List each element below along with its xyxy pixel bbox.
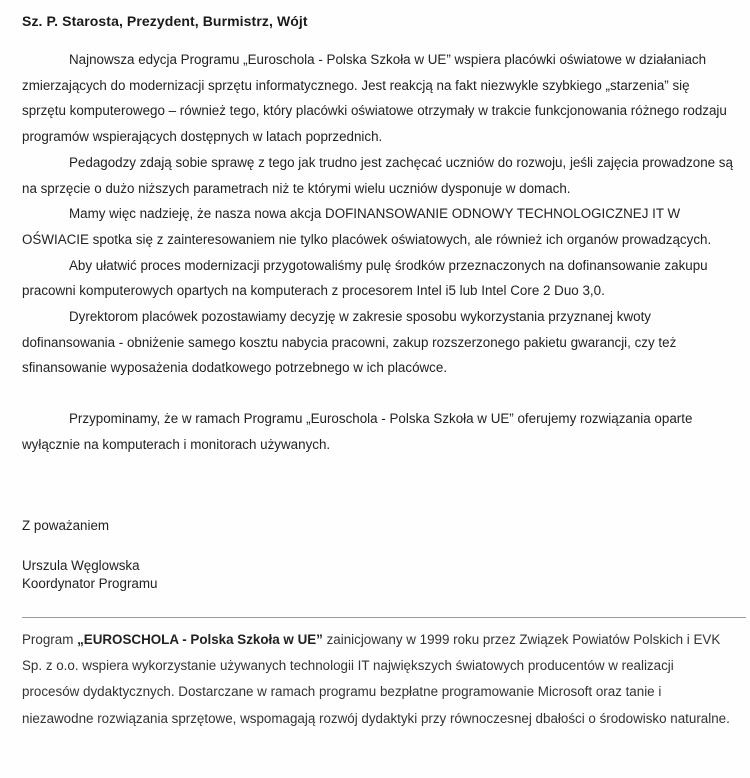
- salutation: Sz. P. Starosta, Prezydent, Burmistrz, Wójt: [22, 13, 308, 29]
- footer-note: [22, 627, 734, 732]
- footer-prefix: Program: [22, 632, 78, 647]
- closing: Z poważaniem: [22, 518, 110, 533]
- paragraph-funding-action: Mamy więc nadzieję, że nasza nowa akcja DOFINANSOWANIE ODNOWY TECHNOLOGICZNEJ IT W OŚWIACIE spotka się z zainteresowaniem nie tylko placówek oświatowych, ale również ich organów prowadzących.: [22, 206, 712, 247]
- paragraph-reminder: Przypominamy, że w ramach Programu „Euroschola - Polska Szkoła w UE” oferujemy rozwiązania oparte wyłącznie na komputerach i monitorach używanych.: [22, 411, 693, 452]
- footer-paragraph: [22, 627, 734, 732]
- paragraph-teachers: Pedagodzy zdają sobie sprawę z tego jak trudno jest zachęcać uczniów do rozwoju, jeśli zajęcia prowadzone są na sprzęcie o dużo niższych parametrach niż te którymi wielu uczniów dysponuje w domach.: [22, 154, 733, 196]
- paragraph-funding-pool: Aby ułatwić proces modernizacji przygotowaliśmy pulę środków przeznaczonych na dofinansowanie zakupu pracowni komputerowych opartych na komputerach z procesorem Intel i5 lub Intel Core 2 Duo 3,0.: [22, 257, 708, 299]
- footer-divider: [22, 617, 746, 618]
- signature-block: [22, 557, 157, 593]
- paragraph-directors-decision: Dyrektorom placówek pozostawiamy decyzję w zakresie sposobu wykorzystania przyznanej kwoty dofinansowania - obniżenie samego kosztu nabycia pracowni, zakup rozszerzonego pakietu gwarancji, czy też sfinansowanie wyposażenia dodatkowego potrzebnego w ich placówce.: [22, 309, 677, 376]
- letter-body: [22, 47, 734, 458]
- footer-program-name: „EUROSCHOLA - Polska Szkoła w UE”: [77, 632, 323, 647]
- paragraph-program-intro: Najnowsza edycja Programu „Euroschola - Polska Szkoła w UE” wspiera placówki oświatowe w działaniach zmierzających do modernizacji sprzętu informatycznego. Jest reakcją na fakt niezwykle szybkiego „starzenia” się sprzętu komputerowego – również tego, który placówki oświatowe otrzymały w trakcie funkcjonowania różnego rodzaju programów wspierających dostępnych w latach poprzednich.: [22, 52, 727, 145]
- signer-name: Urszula Węglowska: [22, 558, 140, 573]
- footer-text: zainicjowany w 1999 roku przez Związek Powiatów Polskich i EVK Sp. z o.o. wspiera wykorzystanie używanych technologii IT największych światowych producentów w realizacji procesów dydaktycznych. Dostarczane w ramach programu bezpłatne programowanie Microsoft oraz tanie i niezawodne rozwiązania sprzętowe, wspomagają rozwój dydaktyki przy równoczesnej dbałości o środowisko naturalne.: [22, 632, 730, 726]
- signer-title: Koordynator Programu: [22, 576, 158, 591]
